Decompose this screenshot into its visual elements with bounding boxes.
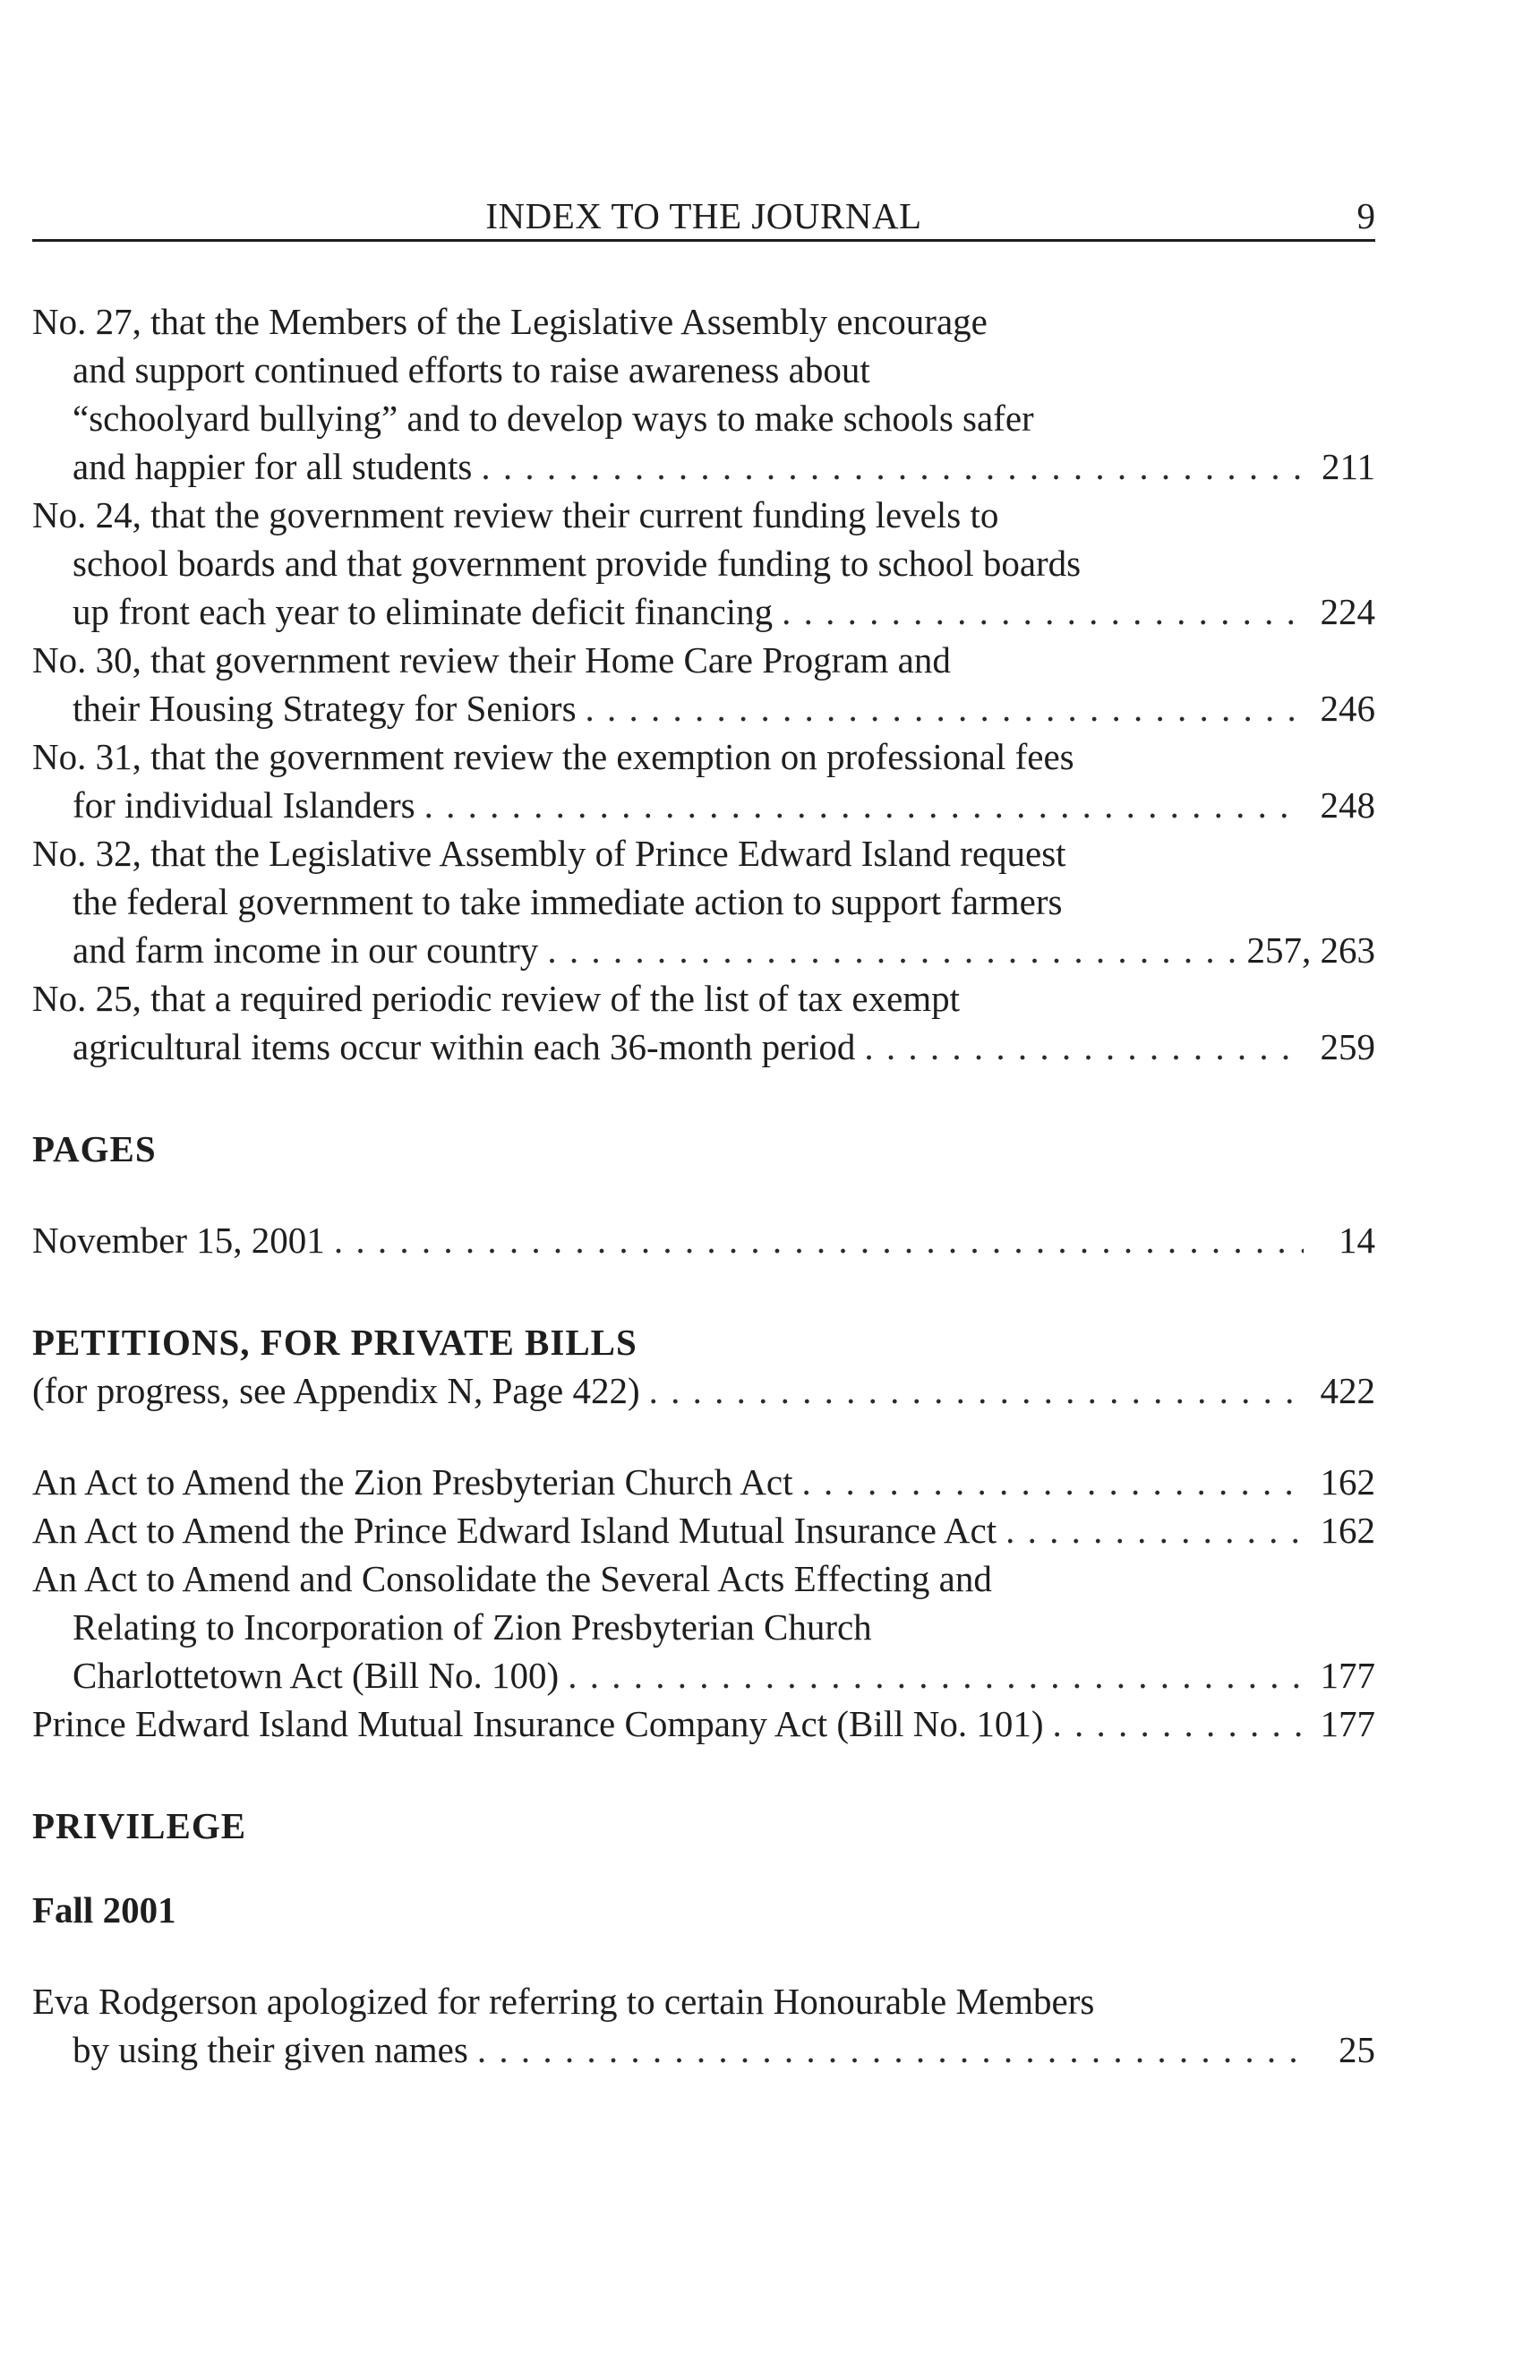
entry-line: and happier for all students — [73, 446, 473, 487]
entry-line: No. 31, that the government review the exemption on professional fees — [32, 736, 1074, 777]
index-entry-pages — [32, 1216, 1375, 1264]
entry-line: for individual Islanders — [73, 784, 415, 826]
page-reference: 177 — [1320, 1703, 1375, 1744]
page-reference: 162 — [1320, 1510, 1375, 1551]
index-entry-petition — [32, 1554, 1375, 1699]
entry-line: school boards and that government provide funding to school boards — [73, 543, 1082, 584]
entry-line: and support continued efforts to raise awareness about — [73, 349, 870, 390]
index-entry-privilege — [32, 1977, 1375, 2074]
entry-line: by using their given names — [73, 2029, 468, 2070]
page-reference: 211 — [1322, 446, 1375, 487]
page-reference: 14 — [1339, 1220, 1375, 1261]
running-header — [32, 193, 1375, 242]
entry-line: (for progress, see Appendix N, Page 422) — [32, 1370, 640, 1411]
entry-line: and farm income in our country — [73, 929, 539, 971]
page-reference: 25 — [1339, 2029, 1375, 2070]
index-entry-petition — [32, 1699, 1375, 1748]
entry-line: Charlottetown Act (Bill No. 100) — [73, 1655, 560, 1696]
entry-line: No. 32, that the Legislative Assembly of Prince Edward Island request — [32, 833, 1066, 874]
page-reference: 162 — [1320, 1461, 1375, 1502]
dot-leader — [1053, 1699, 1304, 1748]
index-entry-petition — [32, 1458, 1375, 1506]
entry-line: An Act to Amend and Consolidate the Several Acts Effecting and — [32, 1558, 992, 1599]
page-reference: 422 — [1320, 1370, 1375, 1411]
dot-leader — [334, 1216, 1304, 1264]
entry-line: No. 24, that the government review their current funding levels to — [32, 494, 999, 535]
index-entry-motion-32 — [32, 829, 1375, 974]
entry-line: An Act to Amend the Zion Presbyterian Church Act — [32, 1461, 793, 1502]
entry-line: Eva Rodgerson apologized for referring to certain Honourable Members — [32, 1981, 1095, 2022]
index-entry-motion-24 — [32, 491, 1375, 636]
page-reference: 177 — [1320, 1655, 1375, 1696]
running-title: INDEX TO THE JOURNAL — [485, 195, 922, 236]
section-heading-petitions: PETITIONS, FOR PRIVATE BILLS — [32, 1322, 637, 1363]
entry-line: No. 30, that government review their Home Care Program and — [32, 639, 951, 681]
entry-line: An Act to Amend the Prince Edward Island Mutual Insurance Act — [32, 1510, 997, 1551]
entry-line: Relating to Incorporation of Zion Presbyterian Church — [73, 1606, 872, 1648]
entry-line: “schoolyard bullying” and to develop ways to make schools safer — [73, 398, 1034, 439]
entry-line: the federal government to take immediate action to support farmers — [73, 881, 1063, 922]
page-reference: 259 — [1320, 1026, 1375, 1067]
dot-leader — [586, 684, 1304, 732]
dot-leader — [864, 1023, 1304, 1071]
index-entry-motion-27 — [32, 297, 1375, 491]
dot-leader — [424, 781, 1304, 829]
index-entry-petition — [32, 1506, 1375, 1554]
entry-line: No. 25, that a required periodic review of the list of tax exempt — [32, 978, 961, 1019]
section-heading-privilege: PRIVILEGE — [32, 1805, 247, 1846]
dot-leader — [568, 1651, 1304, 1699]
entry-line: their Housing Strategy for Seniors — [73, 688, 577, 729]
entry-line: November 15, 2001 — [32, 1220, 325, 1261]
motions-list — [32, 297, 1375, 1071]
dot-leader — [649, 1366, 1304, 1415]
index-entry-motion-31 — [32, 732, 1375, 829]
page-number: 9 — [1356, 195, 1375, 236]
page-reference: 257, 263 — [1246, 929, 1375, 971]
index-entry-petitions-progress — [32, 1366, 1375, 1415]
index-content — [32, 297, 1375, 2074]
subheading-fall-2001: Fall 2001 — [32, 1889, 176, 1931]
dot-leader — [801, 1458, 1304, 1506]
index-entry-motion-30 — [32, 636, 1375, 732]
journal-index-page — [32, 0, 1375, 2380]
entry-line: agricultural items occur within each 36-month period — [73, 1026, 856, 1067]
entry-line: Prince Edward Island Mutual Insurance Company Act (Bill No. 101) — [32, 1703, 1044, 1744]
index-entry-motion-25 — [32, 974, 1375, 1071]
dot-leader — [1005, 1506, 1304, 1554]
page-reference: 246 — [1320, 688, 1375, 729]
section-heading-pages: PAGES — [32, 1128, 157, 1169]
page-reference: 224 — [1320, 591, 1375, 632]
page-reference: 248 — [1320, 784, 1375, 826]
dot-leader — [481, 442, 1304, 491]
entry-line: No. 27, that the Members of the Legislative Assembly encourage — [32, 301, 988, 342]
dot-leader — [477, 2025, 1304, 2074]
dot-leader — [782, 587, 1304, 636]
dot-leader — [547, 926, 1237, 974]
entry-line: up front each year to eliminate deficit financing — [73, 591, 774, 632]
